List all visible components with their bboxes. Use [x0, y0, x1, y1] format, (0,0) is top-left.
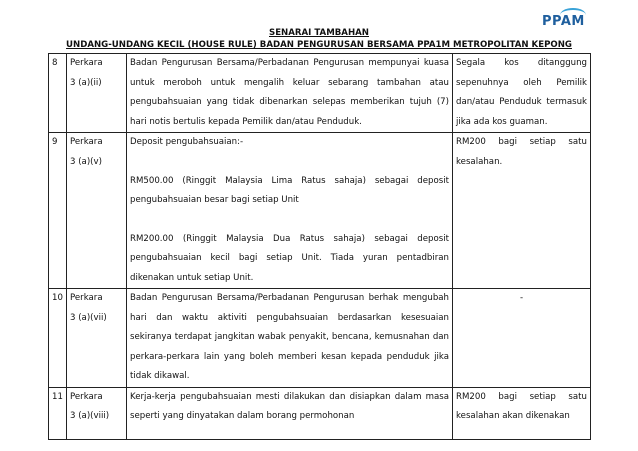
row-penalty: RM200 bagi setiap satu kesalahan. [453, 133, 591, 289]
document-title: SENARAI TAMBAHAN [269, 28, 369, 38]
table-row [49, 54, 591, 133]
perkara-ref: 3 (a)(vii) [70, 312, 107, 323]
table-row [49, 133, 591, 289]
table-row [49, 289, 591, 388]
row-reference [67, 54, 127, 133]
description-text: Badan Pengurusan Bersama/Perbadanan Pengurusan berhak mengubah hari dan waktu aktiviti pengubahsuaian berdasarkan kesesuaian sekiranya terdapat jangkitan wabak penyakit, bencana, kemusnahan dan perkara-perkara lain yang boleh memberi kesan kepada penduduk jika tidak dikawal. [130, 293, 449, 381]
row-description [127, 133, 453, 289]
description-text: RM500.00 (Ringgit Malaysia Lima Ratus sahaja) sebagai deposit pengubahsuaian besar bagi setiap Unit [130, 175, 449, 205]
row-description [127, 387, 453, 439]
perkara-ref: 3 (a)(v) [70, 156, 102, 167]
row-description [127, 54, 453, 133]
rules-table [48, 53, 591, 440]
row-reference [67, 387, 127, 439]
description-text: Badan Pengurusan Bersama/Perbadanan Pengurusan mempunyai kuasa untuk meroboh untuk mengalih keluar sebarang tambahan atau pengubahsuaian yang tidak dibenarkan selepas memberikan tujuh (7) hari notis bertulis kepada Pemilik dan/atau Penduduk. [130, 58, 449, 127]
description-text: Kerja-kerja pengubahsuaian mesti dilakukan dan disiapkan dalam masa seperti yang dinyatakan dalam borang permohonan [130, 391, 449, 421]
row-number: 11 [49, 387, 67, 439]
perkara-label: Perkara [70, 391, 103, 402]
row-penalty: Segala kos ditanggung sepenuhnya oleh Pemilik dan/atau Penduduk termasuk jika ada kos guaman. [453, 54, 591, 133]
perkara-label: Perkara [70, 58, 103, 68]
table-row [49, 387, 591, 439]
row-description [127, 289, 453, 388]
row-penalty: - [453, 289, 591, 388]
paragraph-spacer [130, 153, 449, 172]
row-number: 8 [49, 54, 67, 133]
row-reference [67, 133, 127, 289]
paragraph-spacer [130, 211, 449, 230]
perkara-label: Perkara [70, 137, 103, 147]
logo-text: PPAM [542, 14, 585, 29]
row-number: 9 [49, 133, 67, 289]
perkara-ref: 3 (a)(ii) [70, 77, 102, 88]
row-penalty: RM200 bagi setiap satu kesalahan akan dikenakan [453, 387, 591, 439]
perkara-label: Perkara [70, 293, 103, 303]
description-text: Deposit pengubahsuaian:- [130, 137, 244, 147]
row-reference [67, 289, 127, 388]
row-number: 10 [49, 289, 67, 388]
perkara-ref: 3 (a)(viii) [70, 411, 110, 421]
description-text: RM200.00 (Ringgit Malaysia Dua Ratus sahaja) sebagai deposit pengubahsuaian kecil bagi setiap Unit. Tiada yuran pentadbiran dikenakan untuk setiap Unit. [130, 233, 449, 283]
document-subtitle: UNDANG-UNDANG KECIL (HOUSE RULE) BADAN PENGURUSAN BERSAMA PPA1M METROPOLITAN KEPONG [66, 40, 572, 50]
